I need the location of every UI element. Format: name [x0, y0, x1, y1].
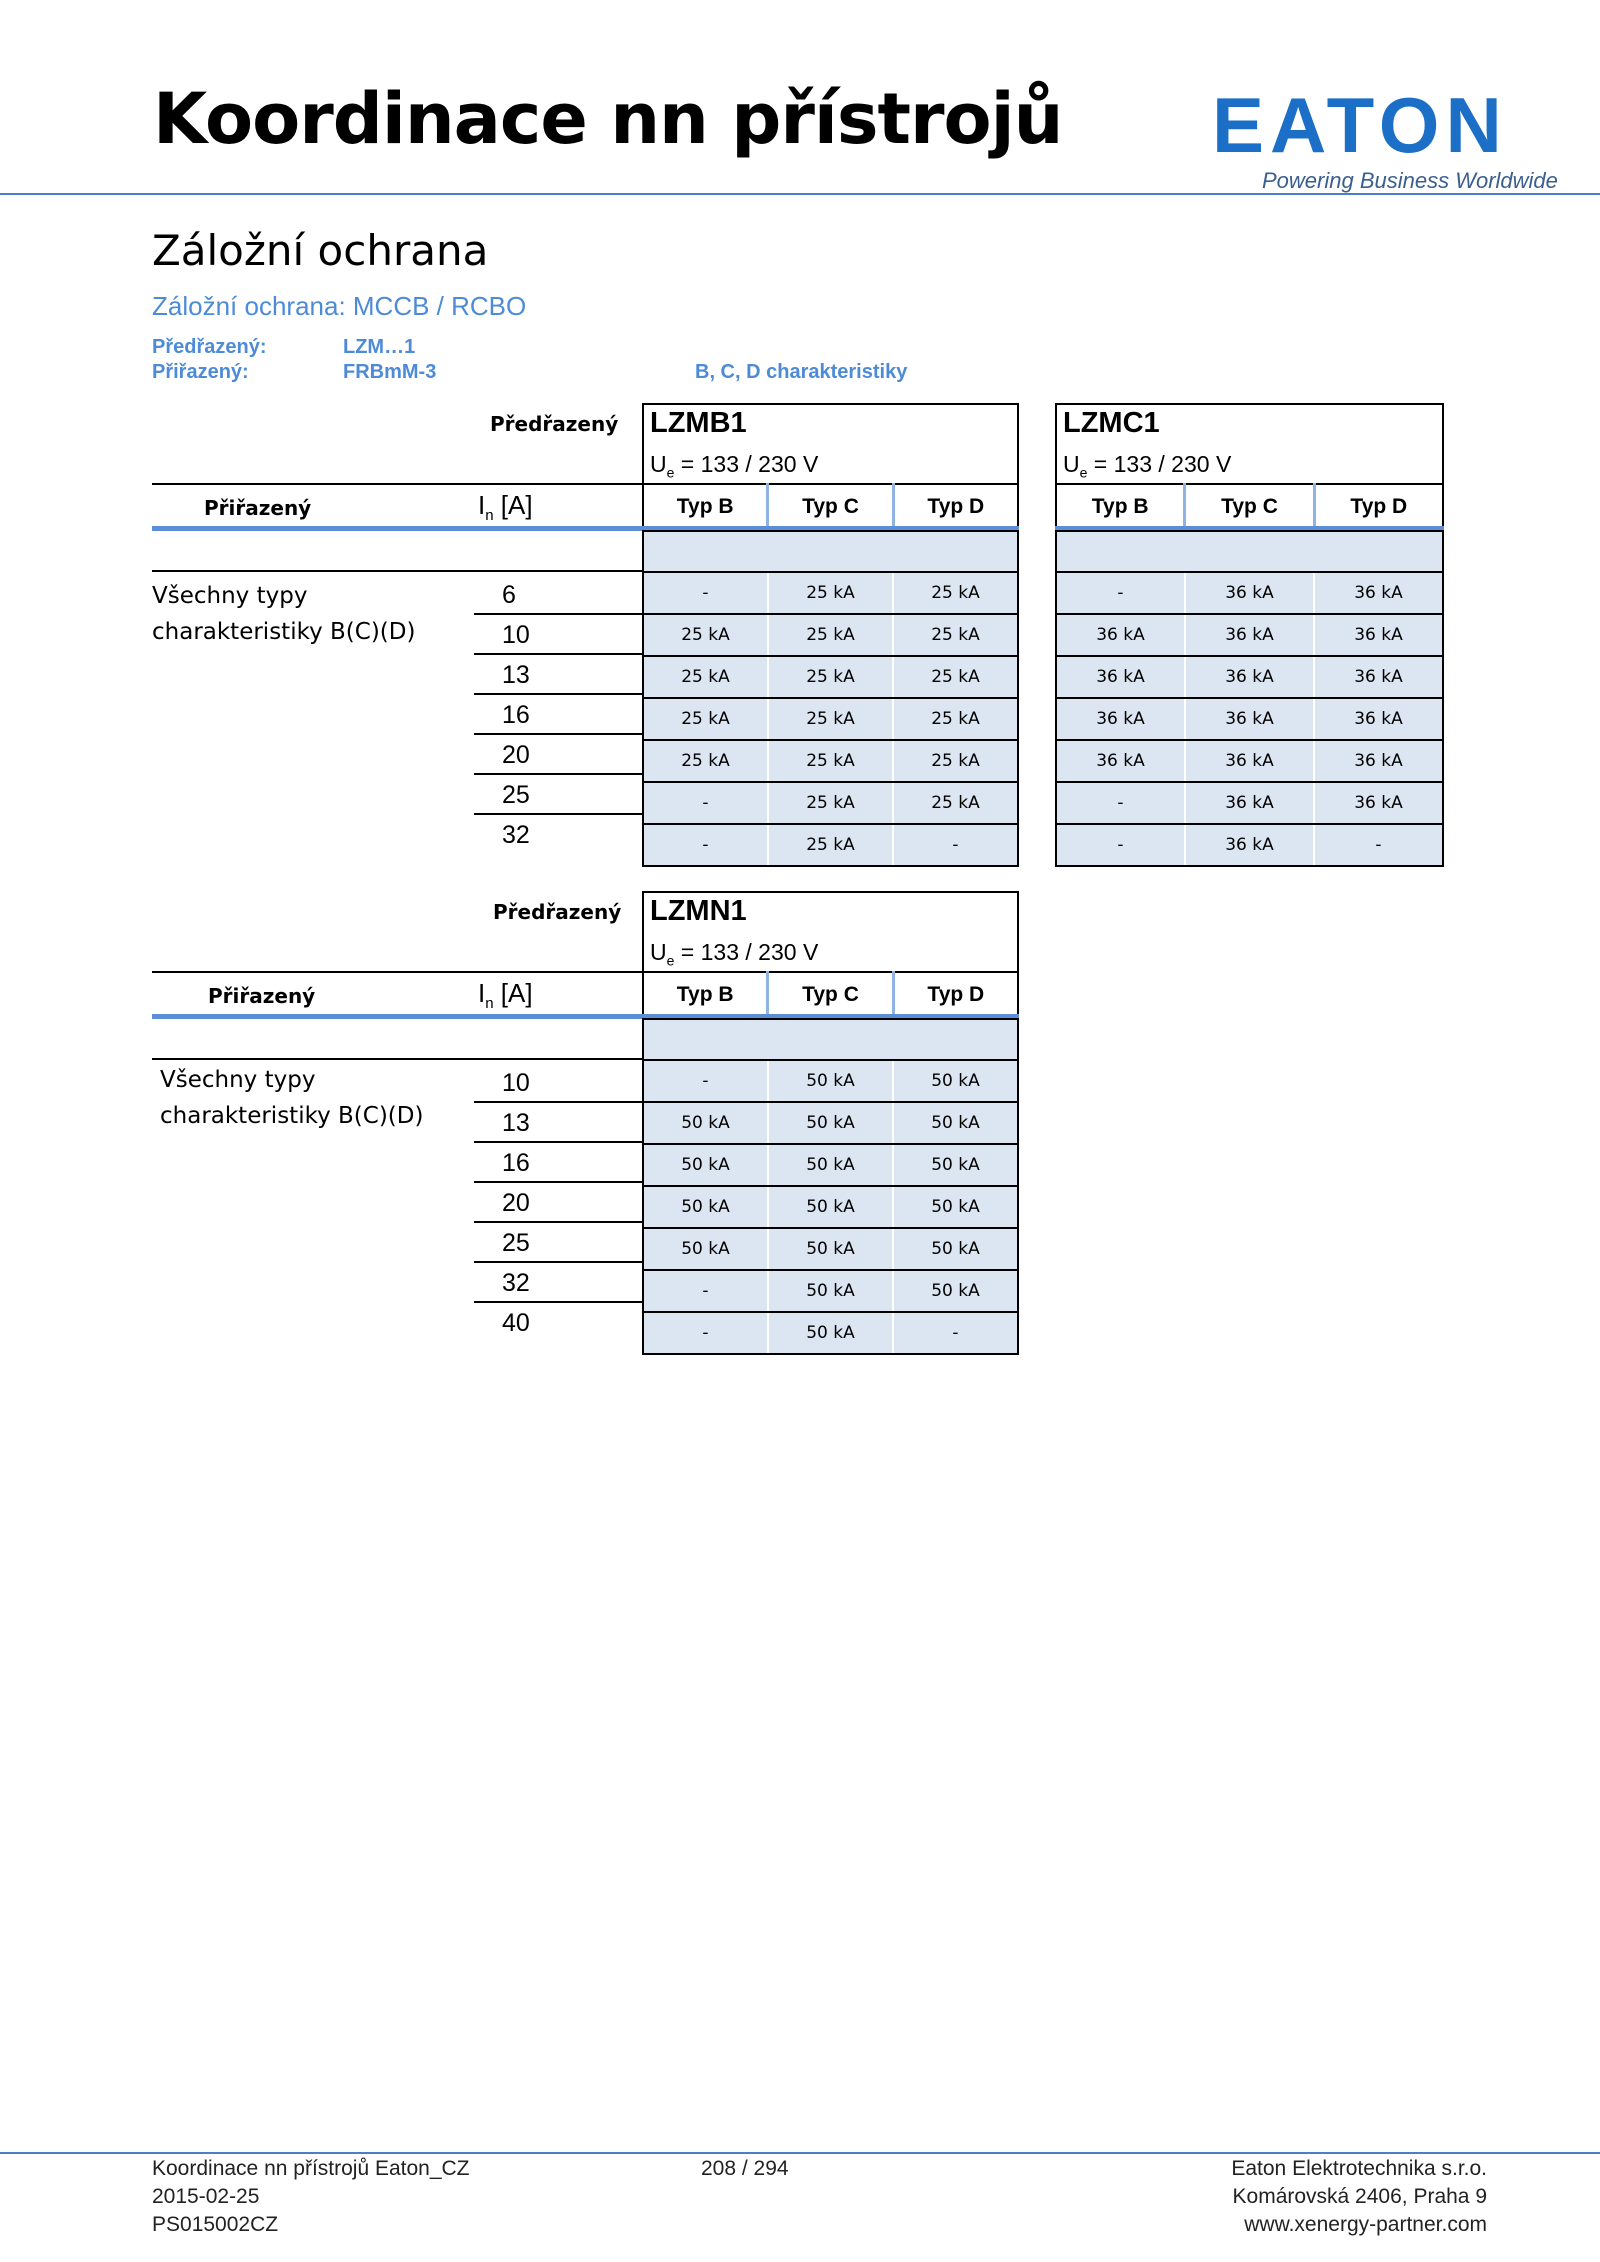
rated-current-column [474, 1063, 642, 1343]
value-cell: 50 kA [769, 1103, 894, 1143]
table-row [644, 573, 1017, 615]
table-row [1057, 783, 1442, 825]
header-rule [152, 483, 642, 485]
grid-spacer [644, 1020, 1017, 1061]
rated-current-column [474, 575, 642, 855]
value-cell: 36 kA [1057, 615, 1186, 655]
table-row [644, 1229, 1017, 1271]
type-d-header: Typ D [927, 983, 985, 1006]
grid-spacer [644, 532, 1017, 573]
table-row [1057, 573, 1442, 615]
value-cell: - [644, 783, 769, 823]
value-cell: 25 kA [931, 583, 980, 603]
value-cell: 36 kA [1354, 583, 1403, 603]
rated-current: 40 [502, 1309, 530, 1337]
value-cell: 50 kA [931, 1113, 980, 1133]
value-cell: 36 kA [1354, 625, 1403, 645]
value-cell: 36 kA [1186, 825, 1315, 865]
product-box-lzmb1 [642, 403, 1019, 485]
value-cell: 25 kA [644, 615, 769, 655]
downstream-label: Přiřazený: [152, 361, 249, 383]
table-row [1057, 657, 1442, 699]
rated-current: 6 [474, 575, 642, 615]
section-subtitle: Záložní ochrana: MCCB / RCBO [152, 291, 527, 321]
table-row [1057, 699, 1442, 741]
value-cell: - [644, 573, 769, 613]
header-rule [152, 1058, 642, 1060]
value-cell: 36 kA [1057, 657, 1186, 697]
value-cell: 36 kA [1186, 699, 1315, 739]
values-grid-lzmc1 [1055, 530, 1444, 867]
value-cell: 50 kA [769, 1271, 894, 1311]
voltage-rating: $U_e = 133 / 230$ V [650, 939, 819, 969]
row-label: Všechny typy charakteristiky B(C)(D) [152, 583, 416, 645]
type-header-row [642, 971, 1019, 1018]
downstream-header: Přiřazený [204, 496, 312, 520]
value-cell: - [644, 1271, 769, 1311]
value-cell: 36 kA [1186, 741, 1315, 781]
rated-current: 13 [474, 655, 642, 695]
table-row [644, 615, 1017, 657]
upstream-value: LZM…1 [343, 336, 416, 358]
value-cell: 25 kA [769, 615, 894, 655]
footer-date: 2015-02-25 [152, 2185, 260, 2208]
rated-current: 20 [474, 735, 642, 775]
table-row [644, 1103, 1017, 1145]
footer-address: Komárovská 2406, Praha 9 [1232, 2185, 1487, 2208]
rated-current: 25 [474, 1223, 642, 1263]
value-cell: 50 kA [769, 1229, 894, 1269]
value-cell: 25 kA [931, 709, 980, 729]
footer-doc-name: Koordinace nn přístrojů Eaton_CZ [152, 2157, 470, 2180]
type-header-row [642, 483, 1019, 530]
value-cell: 36 kA [1057, 741, 1186, 781]
page-number: 208 / 294 [701, 2157, 789, 2180]
characteristics-note: B, C, D charakteristiky [695, 361, 908, 383]
value-cell: - [644, 1313, 769, 1353]
type-c-header: Typ C [769, 971, 894, 1018]
value-cell: 50 kA [931, 1197, 980, 1217]
value-cell: 50 kA [769, 1313, 894, 1353]
page-title: Koordinace nn přístrojů [153, 78, 1063, 160]
value-cell: 50 kA [769, 1187, 894, 1227]
footer-code: PS015002CZ [152, 2213, 279, 2236]
value-cell: 25 kA [769, 783, 894, 823]
footer-company: Eaton Elektrotechnika s.r.o. [1231, 2157, 1487, 2180]
upstream-header: Předřazený [493, 900, 622, 924]
type-c-header: Typ C [1186, 483, 1315, 530]
table-row [1057, 825, 1442, 865]
rated-current: 16 [474, 695, 642, 735]
type-d-header: Typ D [1350, 495, 1408, 518]
eaton-logo: EATON [1212, 81, 1508, 169]
table-row [644, 825, 1017, 865]
value-cell: 50 kA [644, 1103, 769, 1143]
table-row [644, 657, 1017, 699]
table-row [644, 1187, 1017, 1229]
value-cell: 36 kA [1057, 699, 1186, 739]
section-title: Záložní ochrana [152, 226, 489, 275]
value-cell: 50 kA [931, 1281, 980, 1301]
value-cell: 25 kA [931, 751, 980, 771]
value-cell: 25 kA [769, 699, 894, 739]
value-cell: 36 kA [1186, 783, 1315, 823]
value-cell: 50 kA [931, 1071, 980, 1091]
value-cell: 36 kA [1354, 667, 1403, 687]
values-grid-lzmb1 [642, 530, 1019, 867]
value-cell: 25 kA [931, 793, 980, 813]
type-b-header: Typ B [644, 483, 769, 530]
rated-current: 13 [474, 1103, 642, 1143]
type-b-header: Typ B [1057, 483, 1186, 530]
rated-current: 16 [474, 1143, 642, 1183]
value-cell: 36 kA [1354, 793, 1403, 813]
table-row [644, 699, 1017, 741]
value-cell: 25 kA [769, 741, 894, 781]
value-cell: - [1375, 835, 1382, 855]
table-row [644, 1061, 1017, 1103]
row-label: Všechny typy charakteristiky B(C)(D) [160, 1067, 424, 1129]
product-box-lzmn1 [642, 891, 1019, 973]
rated-current-header: $I_n$ [A] [478, 490, 533, 525]
header-divider [0, 193, 1600, 195]
footer-divider [0, 2152, 1600, 2154]
header-underline [152, 1014, 642, 1019]
footer-left [152, 2155, 470, 2239]
value-cell: 50 kA [769, 1145, 894, 1185]
value-cell: 36 kA [1186, 573, 1315, 613]
header-rule [152, 971, 642, 973]
rated-current: 10 [474, 615, 642, 655]
value-cell: 50 kA [931, 1239, 980, 1259]
value-cell: 36 kA [1186, 657, 1315, 697]
rated-current: 10 [474, 1063, 642, 1103]
value-cell: - [1057, 783, 1186, 823]
value-cell: 25 kA [644, 741, 769, 781]
rated-current: 32 [502, 821, 530, 849]
downstream-value: FRBmM-3 [343, 361, 437, 383]
header-underline [152, 526, 642, 531]
footer-right [1231, 2155, 1487, 2239]
rated-current: 25 [474, 775, 642, 815]
type-d-header: Typ D [927, 495, 985, 518]
product-box-lzmc1 [1055, 403, 1444, 485]
value-cell: - [644, 825, 769, 865]
grid-spacer [1057, 532, 1442, 573]
rated-current-header: $I_n$ [A] [478, 978, 533, 1013]
value-cell: 50 kA [931, 1155, 980, 1175]
value-cell: 50 kA [644, 1145, 769, 1185]
value-cell: 50 kA [644, 1229, 769, 1269]
value-cell: 50 kA [769, 1061, 894, 1101]
value-cell: 25 kA [769, 825, 894, 865]
value-cell: - [1057, 573, 1186, 613]
value-cell: - [644, 1061, 769, 1101]
upstream-label: Předřazený: [152, 336, 267, 358]
table-row [644, 1271, 1017, 1313]
value-cell: - [952, 1323, 959, 1343]
product-name: LZMC1 [1063, 407, 1160, 439]
value-cell: 25 kA [769, 657, 894, 697]
type-header-row [1055, 483, 1444, 530]
value-cell: 25 kA [644, 699, 769, 739]
value-cell: 25 kA [769, 573, 894, 613]
value-cell: 25 kA [644, 657, 769, 697]
product-name: LZMN1 [650, 895, 747, 927]
footer-website: www.xenergy-partner.com [1244, 2213, 1487, 2236]
value-cell: 36 kA [1354, 751, 1403, 771]
upstream-header: Předřazený [490, 412, 619, 436]
table-row [644, 1313, 1017, 1353]
header-rule [152, 570, 642, 572]
table-row [644, 783, 1017, 825]
product-name: LZMB1 [650, 407, 747, 439]
value-cell: 36 kA [1354, 709, 1403, 729]
rated-current: 32 [474, 1263, 642, 1303]
value-cell: - [952, 835, 959, 855]
value-cell: 25 kA [931, 625, 980, 645]
values-grid-lzmn1 [642, 1018, 1019, 1355]
value-cell: 36 kA [1186, 615, 1315, 655]
type-c-header: Typ C [769, 483, 894, 530]
table-row [644, 741, 1017, 783]
rated-current: 20 [474, 1183, 642, 1223]
type-b-header: Typ B [644, 971, 769, 1018]
value-cell: 50 kA [644, 1187, 769, 1227]
voltage-rating: $U_e = 133 / 230$ V [650, 451, 819, 481]
table-row [644, 1145, 1017, 1187]
table-row [1057, 741, 1442, 783]
value-cell: - [1057, 825, 1186, 865]
value-cell: 25 kA [931, 667, 980, 687]
logo-tagline: Powering Business Worldwide [1262, 168, 1558, 193]
downstream-header: Přiřazený [208, 984, 316, 1008]
table-row [1057, 615, 1442, 657]
voltage-rating: $U_e = 133 / 230$ V [1063, 451, 1232, 481]
